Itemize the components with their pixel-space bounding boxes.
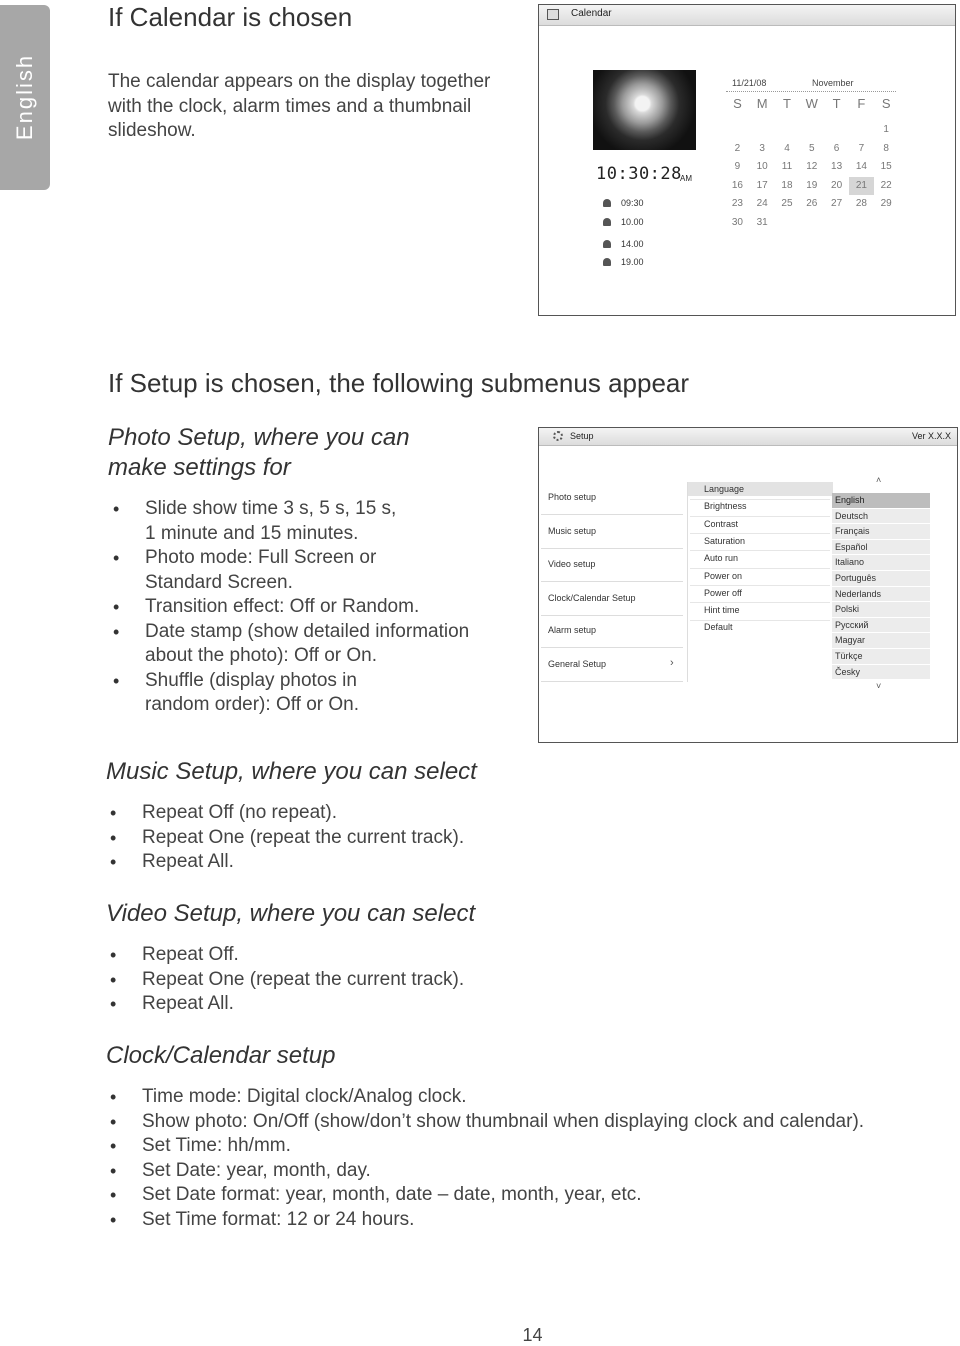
list-item-line: • Shuffle (display photos in bbox=[145, 669, 357, 691]
calendar-weekday: T bbox=[783, 96, 791, 111]
language-option: Magyar bbox=[832, 633, 930, 649]
menu-separator bbox=[690, 550, 830, 551]
setup-screenshot bbox=[538, 427, 958, 743]
calendar-day bbox=[849, 121, 874, 140]
calendar-day: 25 bbox=[781, 198, 793, 210]
alarm-time: 14.00 bbox=[621, 239, 644, 249]
setup-menu-item: Alarm setup bbox=[548, 625, 597, 635]
list-item-line: 1 minute and 15 minutes. bbox=[145, 522, 359, 544]
setup-menu-item: Music setup bbox=[548, 526, 597, 536]
calendar-day bbox=[799, 214, 824, 233]
submenu-item: Brightness bbox=[704, 501, 747, 512]
language-tab-label: English bbox=[12, 53, 37, 141]
calendar-day-grid bbox=[725, 121, 899, 233]
list-item: • Repeat Off (no repeat). bbox=[106, 801, 906, 826]
calendar-month: November bbox=[812, 78, 854, 88]
list-item: • Set Date: year, month, day. bbox=[106, 1159, 936, 1184]
calendar-day: 16 bbox=[731, 179, 743, 191]
calendar-screen-header bbox=[539, 5, 955, 26]
calendar-day: 12 bbox=[806, 161, 818, 173]
calendar-day: 26 bbox=[806, 198, 818, 210]
setup-menu-item: Video setup bbox=[548, 559, 596, 569]
calendar-day: 30 bbox=[731, 216, 743, 228]
setup-menu-item: Clock/Calendar Setup bbox=[548, 593, 636, 603]
submenu-item: Hint time bbox=[704, 605, 740, 616]
calendar-weekday: F bbox=[857, 96, 866, 111]
menu-separator bbox=[690, 533, 830, 534]
calendar-heading: If Calendar is chosen bbox=[108, 2, 353, 32]
calendar-day bbox=[775, 121, 800, 140]
menu-separator bbox=[690, 516, 830, 517]
list-item-line: • Transition effect: Off or Random. bbox=[145, 596, 420, 617]
language-option: Polski bbox=[832, 602, 930, 618]
list-item-line: random order): Off or On. bbox=[145, 694, 360, 715]
calendar-day: 3 bbox=[759, 142, 765, 154]
general-setup-submenu bbox=[687, 482, 833, 682]
calendar-day bbox=[824, 121, 849, 140]
calendar-day bbox=[750, 121, 775, 140]
calendar-screenshot bbox=[538, 4, 956, 316]
menu-separator bbox=[541, 647, 683, 648]
menu-separator bbox=[541, 615, 683, 616]
list-item: • Time mode: Digital clock/Analog clock. bbox=[106, 1085, 936, 1110]
alarm-row bbox=[603, 217, 644, 227]
calendar-divider bbox=[726, 91, 896, 92]
video-setup-list bbox=[106, 943, 906, 1017]
calendar-day: 29 bbox=[880, 198, 892, 210]
list-item-line: • Date stamp (show detailed information bbox=[145, 620, 470, 642]
list-item-line: • Photo mode: Full Screen or bbox=[145, 547, 377, 568]
list-item-line: • Slide show time 3 s, 5 s, 15 s, bbox=[145, 498, 397, 519]
menu-separator bbox=[541, 581, 683, 582]
calendar-day bbox=[849, 214, 874, 233]
list-item bbox=[109, 546, 519, 595]
calendar-weekday: S bbox=[881, 96, 891, 111]
clock-time: 10:30:28 bbox=[596, 164, 682, 184]
calendar-paragraph-line: with the clock, alarm times and a thumbnail bbox=[108, 95, 472, 117]
calendar-day: 2 bbox=[734, 142, 741, 154]
list-item: • Repeat All. bbox=[106, 992, 906, 1017]
alarm-row bbox=[603, 239, 644, 249]
list-item: • Set Time format: 12 or 24 hours. bbox=[106, 1208, 936, 1233]
setup-menu-item: General Setup bbox=[548, 659, 607, 669]
calendar-paragraph-line: The calendar appears on the display together bbox=[108, 71, 491, 92]
setup-heading: If Setup is chosen, the following submenus appear bbox=[108, 368, 690, 398]
calendar-day: 7 bbox=[858, 142, 865, 154]
submenu-item: Contrast bbox=[704, 518, 739, 529]
calendar-day: 10 bbox=[756, 161, 768, 173]
calendar-day: 14 bbox=[855, 161, 867, 173]
language-side-tab bbox=[0, 5, 50, 190]
language-option: Deutsch bbox=[832, 509, 930, 525]
calendar-day: 9 bbox=[734, 161, 741, 173]
music-setup-list bbox=[106, 801, 906, 875]
setup-screen-title: Setup bbox=[570, 431, 594, 441]
alarm-row bbox=[603, 257, 644, 267]
photo-setup-list bbox=[109, 497, 519, 718]
submenu-item: Default bbox=[704, 622, 733, 633]
language-option: Русский bbox=[832, 618, 930, 634]
gear-icon bbox=[553, 431, 563, 441]
language-option: English bbox=[832, 493, 930, 509]
calendar-weekday: W bbox=[805, 96, 818, 111]
language-option: Italiano bbox=[832, 555, 930, 571]
music-setup-heading: Music Setup, where you can select bbox=[106, 758, 477, 785]
menu-separator bbox=[690, 568, 830, 569]
setup-version: Ver X.X.X bbox=[911, 431, 951, 441]
alarm-time: 09:30 bbox=[621, 198, 644, 208]
calendar-day: 28 bbox=[855, 198, 867, 210]
alarm-bell-icon bbox=[603, 240, 611, 248]
calendar-weekday-row bbox=[725, 96, 899, 116]
list-item: • Show photo: On/Off (show/don’t show thumbnail when displaying clock and calendar). bbox=[106, 1110, 936, 1135]
calendar-day: 15 bbox=[880, 161, 892, 173]
calendar-day: 17 bbox=[756, 179, 768, 191]
list-item bbox=[109, 595, 519, 620]
list-item: • Repeat One (repeat the current track). bbox=[106, 968, 906, 993]
video-setup-heading: Video Setup, where you can select bbox=[106, 900, 476, 927]
calendar-day: 22 bbox=[880, 179, 892, 191]
calendar-day bbox=[824, 214, 849, 233]
menu-separator bbox=[690, 620, 830, 621]
alarm-bell-icon bbox=[603, 258, 611, 266]
submenu-item: Auto run bbox=[704, 553, 739, 564]
calendar-day: 1 bbox=[883, 124, 889, 135]
calendar-weekday: M bbox=[756, 96, 768, 111]
calendar-icon bbox=[547, 9, 559, 20]
calendar-day: 6 bbox=[833, 142, 840, 154]
calendar-day: 19 bbox=[806, 179, 818, 191]
list-item bbox=[109, 669, 519, 718]
photo-setup-heading-line: make settings for bbox=[108, 454, 291, 481]
menu-separator bbox=[690, 585, 830, 586]
calendar-day: 20 bbox=[831, 179, 843, 191]
calendar-day: 27 bbox=[831, 198, 843, 210]
calendar-paragraph bbox=[108, 70, 528, 144]
photo-setup-heading bbox=[108, 423, 410, 483]
calendar-day: 31 bbox=[756, 216, 768, 228]
list-item bbox=[109, 497, 519, 546]
language-option: Türkçe bbox=[832, 649, 930, 665]
calendar-screen-title: Calendar bbox=[571, 8, 612, 19]
list-item bbox=[109, 620, 519, 669]
calendar-day bbox=[799, 121, 824, 140]
alarm-time: 10.00 bbox=[621, 217, 644, 227]
alarm-time: 19.00 bbox=[621, 257, 644, 267]
list-item: • Repeat One (repeat the current track). bbox=[106, 826, 906, 851]
calendar-day bbox=[775, 214, 800, 233]
submenu-item: Saturation bbox=[704, 535, 746, 546]
clock-setup-heading: Clock/Calendar setup bbox=[106, 1042, 336, 1069]
list-item: • Repeat Off. bbox=[106, 943, 906, 968]
calendar-day bbox=[874, 214, 899, 233]
calendar-paragraph-line: slideshow. bbox=[108, 120, 196, 141]
calendar-day: 18 bbox=[781, 179, 793, 191]
language-option: Česky bbox=[832, 665, 930, 681]
clock-setup-list bbox=[106, 1085, 936, 1232]
calendar-date: 11/21/08 bbox=[732, 78, 767, 88]
list-item: • Set Date format: year, month, date – date, month, year, etc. bbox=[106, 1183, 936, 1208]
photo-setup-heading-line: Photo Setup, where you can bbox=[108, 424, 410, 451]
setup-menu-item: Photo setup bbox=[548, 492, 597, 502]
chevron-up-icon: ˄ bbox=[876, 475, 882, 485]
language-option: Português bbox=[832, 571, 930, 587]
calendar-day: 24 bbox=[756, 198, 768, 210]
menu-separator bbox=[541, 681, 683, 682]
submenu-item: Power on bbox=[704, 570, 743, 581]
chevron-right-icon: › bbox=[670, 657, 674, 669]
language-option: Nederlands bbox=[832, 587, 930, 603]
calendar-day: 21 bbox=[849, 177, 874, 196]
calendar-day: 5 bbox=[809, 142, 815, 154]
calendar-day: 13 bbox=[831, 161, 843, 173]
calendar-day: 11 bbox=[781, 161, 793, 173]
clock-ampm: AM bbox=[680, 174, 692, 183]
thumbnail-photo bbox=[593, 70, 696, 150]
calendar-day: 4 bbox=[784, 142, 790, 154]
language-option: Español bbox=[832, 540, 930, 556]
list-item-line: about the photo): Off or On. bbox=[145, 645, 378, 666]
list-item: • Set Time: hh/mm. bbox=[106, 1134, 936, 1159]
alarm-bell-icon bbox=[603, 218, 611, 226]
submenu-item: Language bbox=[704, 484, 745, 494]
menu-separator bbox=[541, 548, 683, 549]
alarm-row bbox=[603, 198, 644, 208]
chevron-down-icon: ˅ bbox=[876, 681, 882, 692]
list-item-line: Standard Screen. bbox=[145, 571, 293, 593]
menu-separator bbox=[541, 514, 683, 515]
calendar-day: 8 bbox=[883, 142, 889, 154]
calendar-day: 23 bbox=[731, 198, 743, 210]
setup-screen-header bbox=[539, 428, 957, 446]
language-option: Français bbox=[832, 524, 930, 540]
list-item: • Repeat All. bbox=[106, 850, 906, 875]
calendar-day bbox=[725, 121, 750, 140]
menu-separator bbox=[690, 602, 830, 603]
menu-separator bbox=[690, 499, 830, 500]
submenu-item: Power off bbox=[704, 587, 742, 598]
alarm-bell-icon bbox=[603, 199, 611, 207]
calendar-weekday: S bbox=[733, 96, 742, 111]
calendar-weekday: T bbox=[832, 96, 841, 111]
page-number: 14 bbox=[522, 1325, 543, 1345]
